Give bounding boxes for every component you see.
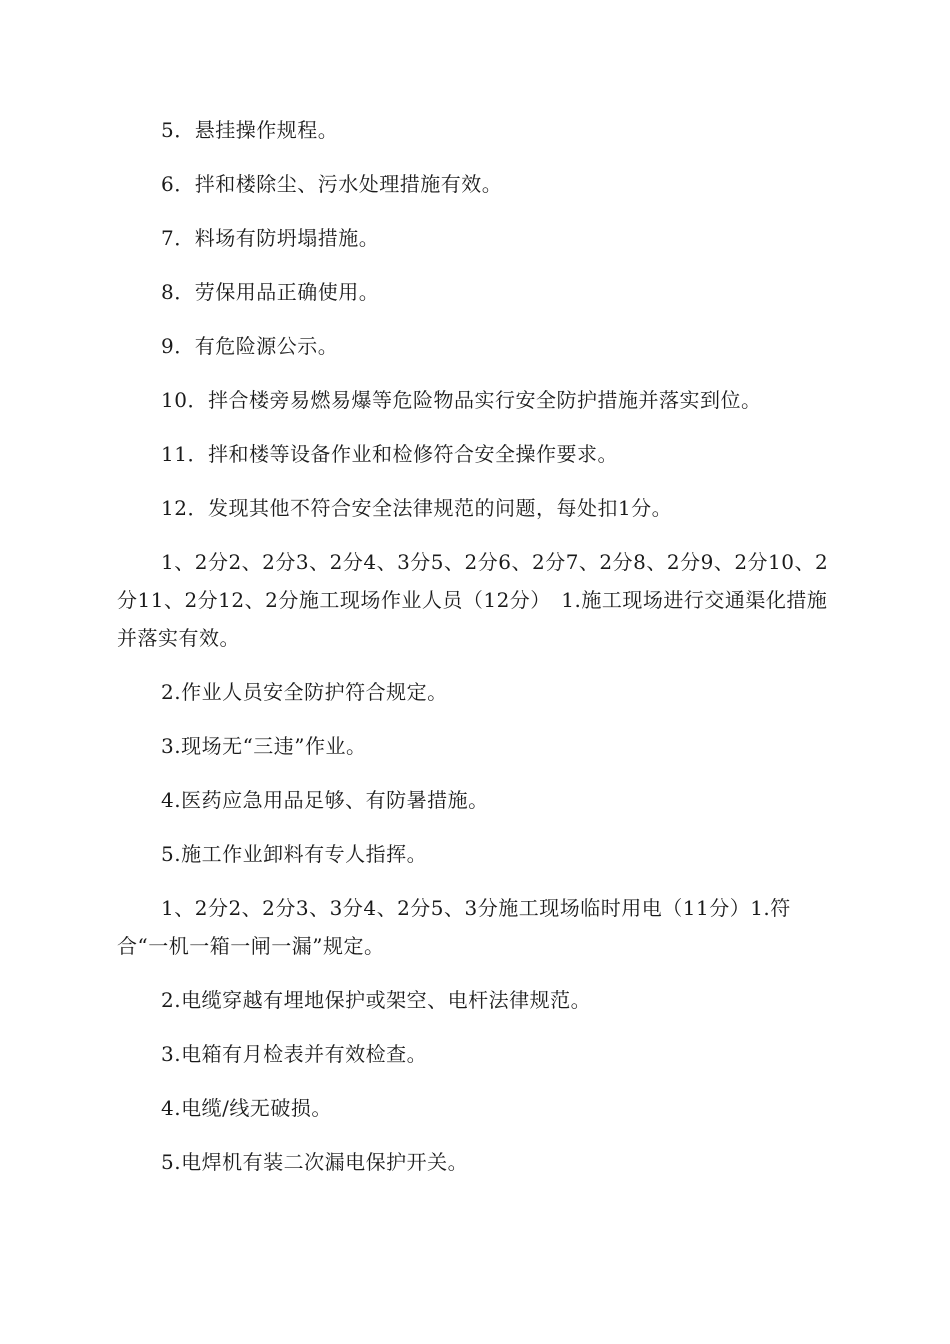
paragraph-item-7: 7．料场有防坍塌措施。 [161, 226, 380, 250]
paragraph-item-11: 11．拌和楼等设备作业和检修符合安全操作要求。 [161, 442, 618, 466]
paragraph-item-8: 8．劳保用品正确使用。 [161, 280, 380, 304]
paragraph-score-summary-workers: 1、2分2、2分3、2分4、3分5、2分6、2分7、2分8、2分9、2分10、2分11、2分12、2分施工现场作业人员（12分） 1.施工现场进行交通渠化措施并落实有效。 [117, 550, 829, 650]
paragraph-worker-item-5: 5.施工作业卸料有专人指挥。 [161, 842, 428, 866]
paragraph-electric-item-4: 4.电缆/线无破损。 [161, 1096, 332, 1120]
paragraph-item-10: 10．拌合楼旁易燃易爆等危险物品实行安全防护措施并落实到位。 [161, 388, 762, 412]
paragraph-worker-item-4: 4.医药应急用品足够、有防暑措施。 [161, 788, 489, 812]
paragraph-electric-item-2: 2.电缆穿越有埋地保护或架空、电杆法律规范。 [161, 988, 592, 1012]
paragraph-electric-item-5: 5.电焊机有装二次漏电保护开关。 [161, 1150, 469, 1174]
paragraph-item-9: 9．有危险源公示。 [161, 334, 339, 358]
paragraph-worker-item-2: 2.作业人员安全防护符合规定。 [161, 680, 448, 704]
paragraph-score-summary-electric: 1、2分2、2分3、3分4、2分5、3分施工现场临时用电（11分）1.符合“一机一箱一闸一漏”规定。 [117, 896, 791, 958]
paragraph-electric-item-3: 3.电箱有月检表并有效检查。 [161, 1042, 428, 1066]
paragraph-item-5: 5．悬挂操作规程。 [161, 118, 339, 142]
paragraph-item-6: 6．拌和楼除尘、污水处理措施有效。 [161, 172, 503, 196]
paragraph-worker-item-3: 3.现场无“三违”作业。 [161, 734, 367, 758]
paragraph-item-12: 12．发现其他不符合安全法律规范的问题，每处扣1分。 [161, 496, 673, 520]
